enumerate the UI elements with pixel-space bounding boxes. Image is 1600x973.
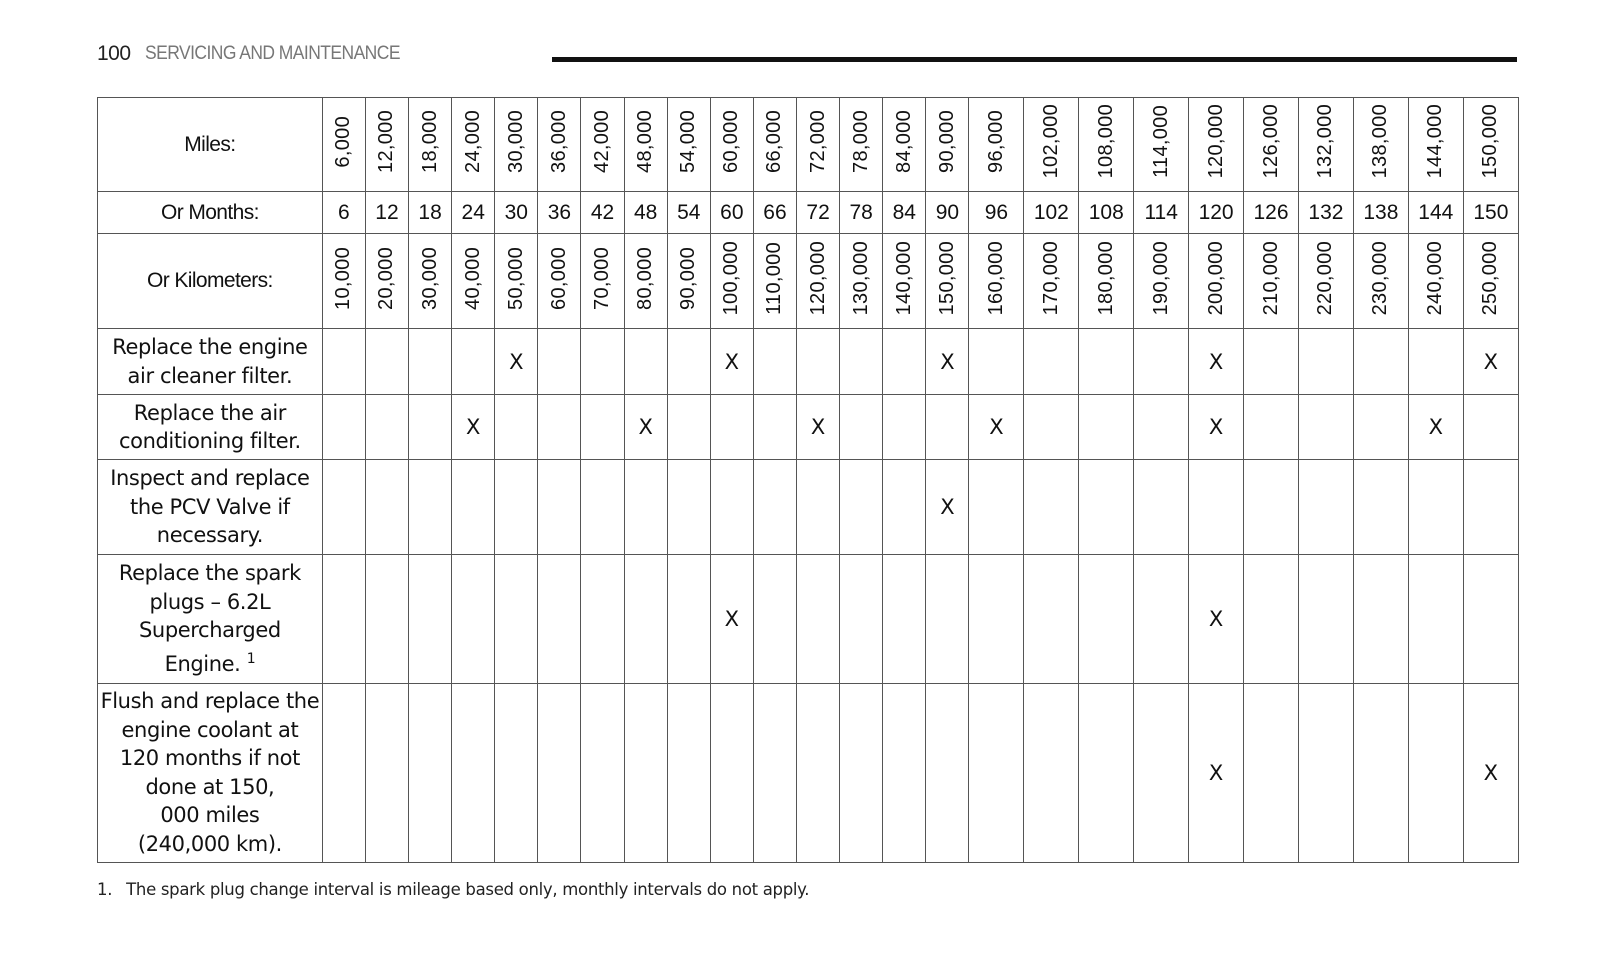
- months-cell: 144: [1408, 192, 1463, 234]
- miles-label: Miles:: [98, 98, 323, 192]
- months-cell: 6: [322, 192, 365, 234]
- miles-value: 24,000: [461, 110, 484, 174]
- kilometers-value: 210,000: [1259, 241, 1282, 316]
- miles-cell: [365, 98, 408, 192]
- task-line: Supercharged: [138, 618, 281, 643]
- service-mark-cell: [883, 554, 926, 683]
- service-mark-cell: [1463, 460, 1518, 554]
- service-mark-cell: [538, 329, 581, 395]
- miles-value: 60,000: [720, 110, 743, 174]
- miles-cell: [624, 98, 667, 192]
- service-mark-cell: [1134, 683, 1189, 862]
- service-mark-cell: X: [710, 554, 753, 683]
- service-mark-cell: [581, 460, 624, 554]
- maintenance-schedule-table: [97, 97, 1519, 863]
- miles-value: 90,000: [935, 110, 958, 174]
- service-mark-cell: [452, 460, 495, 554]
- kilometers-cell: [667, 234, 710, 329]
- months-cell: 42: [581, 192, 624, 234]
- kilometers-cell: [1298, 234, 1353, 329]
- months-cell: 150: [1463, 192, 1518, 234]
- task-row: [98, 554, 1519, 683]
- service-mark-cell: [581, 554, 624, 683]
- service-mark-cell: X: [495, 329, 538, 395]
- service-mark-cell: [1134, 329, 1189, 395]
- miles-cell: [667, 98, 710, 192]
- service-mark-cell: [797, 554, 840, 683]
- task-row: [98, 683, 1519, 862]
- service-mark-cell: [1298, 329, 1353, 395]
- task-row: [98, 460, 1519, 554]
- service-mark-cell: [1134, 460, 1189, 554]
- miles-value: 144,000: [1424, 104, 1447, 179]
- service-mark-cell: [753, 329, 796, 395]
- service-mark-cell: [840, 554, 883, 683]
- service-mark-cell: [495, 394, 538, 460]
- service-mark-cell: X: [969, 394, 1024, 460]
- miles-cell: [581, 98, 624, 192]
- service-mark-cell: [538, 460, 581, 554]
- kilometers-cell: [581, 234, 624, 329]
- service-mark-cell: [840, 460, 883, 554]
- service-mark-cell: [883, 683, 926, 862]
- service-mark-cell: [926, 683, 969, 862]
- kilometers-value: 170,000: [1039, 241, 1062, 316]
- kilometers-cell: [495, 234, 538, 329]
- service-mark-cell: [409, 329, 452, 395]
- miles-cell: [1298, 98, 1353, 192]
- service-mark-cell: X: [926, 329, 969, 395]
- service-mark-cell: [969, 329, 1024, 395]
- task-description: [98, 460, 323, 554]
- kilometers-value: 100,000: [720, 241, 743, 316]
- task-line: necessary.: [156, 523, 263, 548]
- kilometers-value: 140,000: [892, 241, 915, 316]
- months-cell: 102: [1024, 192, 1079, 234]
- service-mark-cell: [1134, 554, 1189, 683]
- service-mark-cell: [365, 683, 408, 862]
- kilometers-value: 240,000: [1424, 241, 1447, 316]
- months-cell: 138: [1353, 192, 1408, 234]
- months-cell: 78: [840, 192, 883, 234]
- service-mark-cell: [538, 683, 581, 862]
- service-mark-cell: [322, 554, 365, 683]
- miles-cell: [1463, 98, 1518, 192]
- miles-cell: [926, 98, 969, 192]
- task-description: [98, 554, 323, 683]
- kilometers-value: 180,000: [1094, 241, 1117, 316]
- miles-cell: [1353, 98, 1408, 192]
- service-mark-cell: [883, 460, 926, 554]
- miles-value: 30,000: [504, 110, 527, 174]
- service-mark-cell: [1079, 554, 1134, 683]
- kilometers-value: 60,000: [547, 246, 570, 310]
- service-mark-cell: [753, 554, 796, 683]
- service-mark-cell: [538, 394, 581, 460]
- months-cell: 126: [1244, 192, 1299, 234]
- months-cell: 48: [624, 192, 667, 234]
- miles-value: 102,000: [1039, 104, 1062, 179]
- miles-value: 150,000: [1479, 104, 1502, 179]
- kilometers-value: 70,000: [591, 246, 614, 310]
- miles-cell: [1134, 98, 1189, 192]
- miles-value: 66,000: [763, 110, 786, 174]
- months-cell: 24: [452, 192, 495, 234]
- months-cell: 18: [409, 192, 452, 234]
- miles-cell: [840, 98, 883, 192]
- task-line: done at 150,: [145, 774, 275, 799]
- service-mark-cell: [1244, 329, 1299, 395]
- task-line: air cleaner filter.: [127, 363, 293, 388]
- service-mark-cell: [452, 683, 495, 862]
- task-line: Inspect and replace: [110, 466, 310, 491]
- service-mark-cell: [1463, 394, 1518, 460]
- service-mark-cell: [581, 683, 624, 862]
- miles-cell: [452, 98, 495, 192]
- footnote-text: The spark plug change interval is mileage based only, monthly intervals do not apply.: [126, 880, 810, 899]
- months-cell: 90: [926, 192, 969, 234]
- kilometers-cell: [840, 234, 883, 329]
- kilometers-cell: [365, 234, 408, 329]
- kilometers-value: 200,000: [1204, 241, 1227, 316]
- months-cell: 60: [710, 192, 753, 234]
- service-mark-cell: [409, 554, 452, 683]
- service-mark-cell: [1024, 460, 1079, 554]
- service-mark-cell: [624, 554, 667, 683]
- service-mark-cell: [322, 329, 365, 395]
- section-title: SERVICING AND MAINTENANCE: [144, 43, 400, 64]
- service-mark-cell: [1244, 460, 1299, 554]
- service-mark-cell: [667, 460, 710, 554]
- task-line: the PCV Valve if: [130, 494, 290, 519]
- task-line: 120 months if not: [119, 746, 300, 771]
- service-mark-cell: X: [1463, 329, 1518, 395]
- service-mark-cell: [797, 460, 840, 554]
- service-mark-cell: [969, 554, 1024, 683]
- kilometers-value: 120,000: [806, 241, 829, 316]
- miles-cell: [969, 98, 1024, 192]
- miles-value: 42,000: [591, 110, 614, 174]
- kilometers-row: [98, 234, 1519, 329]
- service-mark-cell: [969, 460, 1024, 554]
- service-mark-cell: [365, 460, 408, 554]
- service-mark-cell: [624, 683, 667, 862]
- service-mark-cell: [1298, 554, 1353, 683]
- months-cell: 30: [495, 192, 538, 234]
- miles-cell: [1079, 98, 1134, 192]
- service-mark-cell: X: [926, 460, 969, 554]
- miles-cell: [1408, 98, 1463, 192]
- miles-cell: [1244, 98, 1299, 192]
- service-mark-cell: [365, 394, 408, 460]
- service-mark-cell: X: [1189, 683, 1244, 862]
- service-mark-cell: [797, 329, 840, 395]
- service-mark-cell: [667, 394, 710, 460]
- service-mark-cell: [753, 460, 796, 554]
- page-header: [97, 40, 1517, 68]
- service-mark-cell: [1134, 394, 1189, 460]
- miles-cell: [322, 98, 365, 192]
- months-cell: 132: [1298, 192, 1353, 234]
- service-mark-cell: [1244, 394, 1299, 460]
- kilometers-cell: [1189, 234, 1244, 329]
- service-mark-cell: [1079, 683, 1134, 862]
- miles-value: 78,000: [849, 110, 872, 174]
- miles-value: 126,000: [1259, 104, 1282, 179]
- months-cell: 12: [365, 192, 408, 234]
- miles-cell: [538, 98, 581, 192]
- service-mark-cell: [581, 394, 624, 460]
- service-mark-cell: [538, 554, 581, 683]
- service-mark-cell: [883, 329, 926, 395]
- service-mark-cell: [495, 554, 538, 683]
- kilometers-cell: [710, 234, 753, 329]
- service-mark-cell: [1298, 394, 1353, 460]
- kilometers-cell: [1463, 234, 1518, 329]
- kilometers-cell: [1244, 234, 1299, 329]
- miles-value: 132,000: [1314, 104, 1337, 179]
- service-mark-cell: X: [452, 394, 495, 460]
- service-mark-cell: [1079, 394, 1134, 460]
- miles-value: 120,000: [1204, 104, 1227, 179]
- service-mark-cell: [409, 394, 452, 460]
- miles-row: [98, 98, 1519, 192]
- service-mark-cell: [1079, 460, 1134, 554]
- service-mark-cell: [710, 683, 753, 862]
- task-line: engine coolant at: [121, 717, 299, 742]
- kilometers-cell: [409, 234, 452, 329]
- service-mark-cell: [495, 460, 538, 554]
- months-cell: 84: [883, 192, 926, 234]
- miles-value: 114,000: [1149, 105, 1172, 179]
- service-mark-cell: [969, 683, 1024, 862]
- service-mark-cell: X: [1189, 394, 1244, 460]
- task-line: 000 miles: [160, 803, 260, 828]
- months-cell: 96: [969, 192, 1024, 234]
- service-mark-cell: [840, 329, 883, 395]
- service-mark-cell: [883, 394, 926, 460]
- miles-cell: [1189, 98, 1244, 192]
- miles-value: 96,000: [984, 110, 1007, 174]
- kilometers-value: 150,000: [935, 241, 958, 316]
- service-mark-cell: [1024, 394, 1079, 460]
- service-mark-cell: [1408, 554, 1463, 683]
- service-mark-cell: [409, 460, 452, 554]
- service-mark-cell: [1463, 554, 1518, 683]
- months-cell: 36: [538, 192, 581, 234]
- service-mark-cell: X: [797, 394, 840, 460]
- service-mark-cell: [1298, 683, 1353, 862]
- months-cell: 54: [667, 192, 710, 234]
- kilometers-value: 40,000: [461, 246, 484, 310]
- task-row: [98, 394, 1519, 460]
- task-description: [98, 683, 323, 862]
- miles-value: 18,000: [418, 110, 441, 174]
- service-mark-cell: [1244, 554, 1299, 683]
- task-description: [98, 329, 323, 395]
- miles-value: 36,000: [547, 110, 570, 174]
- kilometers-cell: [969, 234, 1024, 329]
- kilometers-cell: [883, 234, 926, 329]
- service-mark-cell: [581, 329, 624, 395]
- task-line: (240,000 km).: [137, 831, 282, 856]
- miles-value: 72,000: [806, 110, 829, 174]
- miles-value: 54,000: [677, 110, 700, 174]
- kilometers-cell: [1079, 234, 1134, 329]
- months-cell: 120: [1189, 192, 1244, 234]
- kilometers-cell: [452, 234, 495, 329]
- service-mark-cell: [840, 394, 883, 460]
- task-line: Replace the air: [133, 400, 287, 425]
- service-mark-cell: [667, 683, 710, 862]
- miles-cell: [495, 98, 538, 192]
- kilometers-value: 130,000: [849, 241, 872, 316]
- kilometers-value: 220,000: [1314, 241, 1337, 316]
- months-cell: 108: [1079, 192, 1134, 234]
- service-mark-cell: [1024, 554, 1079, 683]
- service-mark-cell: [1353, 460, 1408, 554]
- service-mark-cell: X: [624, 394, 667, 460]
- kilometers-label: Or Kilometers:: [98, 234, 323, 329]
- miles-value: 6,000: [332, 115, 355, 168]
- miles-value: 138,000: [1369, 104, 1392, 179]
- task-line: plugs – 6.2L: [149, 589, 271, 614]
- service-mark-cell: [926, 394, 969, 460]
- kilometers-cell: [926, 234, 969, 329]
- header-rule: [552, 57, 1517, 62]
- page-number: 100: [97, 42, 131, 65]
- miles-cell: [797, 98, 840, 192]
- service-mark-cell: [365, 554, 408, 683]
- service-mark-cell: [322, 394, 365, 460]
- service-mark-cell: [1189, 460, 1244, 554]
- months-cell: 66: [753, 192, 796, 234]
- service-mark-cell: [1353, 329, 1408, 395]
- kilometers-cell: [1353, 234, 1408, 329]
- service-mark-cell: [624, 460, 667, 554]
- service-mark-cell: [495, 683, 538, 862]
- task-line: Replace the engine: [112, 335, 308, 360]
- service-mark-cell: [1298, 460, 1353, 554]
- miles-value: 48,000: [634, 110, 657, 174]
- service-mark-cell: [667, 554, 710, 683]
- kilometers-cell: [1408, 234, 1463, 329]
- service-mark-cell: [1353, 554, 1408, 683]
- service-mark-cell: [753, 683, 796, 862]
- months-cell: 72: [797, 192, 840, 234]
- kilometers-cell: [797, 234, 840, 329]
- service-mark-cell: [322, 460, 365, 554]
- miles-cell: [753, 98, 796, 192]
- service-mark-cell: [1408, 683, 1463, 862]
- task-description: [98, 394, 323, 460]
- miles-value: 108,000: [1094, 104, 1117, 179]
- service-mark-cell: [1408, 329, 1463, 395]
- service-mark-cell: X: [1189, 329, 1244, 395]
- footnote-number: 1.: [97, 880, 113, 899]
- kilometers-cell: [1134, 234, 1189, 329]
- service-mark-cell: [1079, 329, 1134, 395]
- kilometers-value: 230,000: [1369, 241, 1392, 316]
- miles-cell: [1024, 98, 1079, 192]
- months-label: Or Months:: [98, 192, 323, 234]
- footnote-reference: 1: [246, 650, 256, 667]
- service-mark-cell: [1353, 394, 1408, 460]
- kilometers-cell: [1024, 234, 1079, 329]
- months-row: [98, 192, 1519, 234]
- service-mark-cell: [797, 683, 840, 862]
- service-mark-cell: [365, 329, 408, 395]
- service-mark-cell: [753, 394, 796, 460]
- kilometers-value: 50,000: [504, 246, 527, 310]
- kilometers-value: 30,000: [418, 246, 441, 310]
- miles-cell: [409, 98, 452, 192]
- kilometers-value: 20,000: [375, 246, 398, 310]
- miles-cell: [883, 98, 926, 192]
- service-mark-cell: [1244, 683, 1299, 862]
- kilometers-value: 190,000: [1149, 241, 1172, 316]
- kilometers-cell: [322, 234, 365, 329]
- service-mark-cell: [1408, 460, 1463, 554]
- kilometers-value: 160,000: [984, 241, 1007, 316]
- miles-value: 12,000: [375, 110, 398, 174]
- kilometers-value: 250,000: [1479, 241, 1502, 316]
- kilometers-value: 10,000: [332, 246, 355, 310]
- service-mark-cell: X: [710, 329, 753, 395]
- service-mark-cell: [624, 329, 667, 395]
- service-mark-cell: [452, 554, 495, 683]
- kilometers-value: 90,000: [677, 246, 700, 310]
- service-mark-cell: [322, 683, 365, 862]
- service-mark-cell: [1024, 683, 1079, 862]
- kilometers-value: 110,000: [763, 241, 786, 315]
- service-mark-cell: X: [1408, 394, 1463, 460]
- kilometers-value: 80,000: [634, 246, 657, 310]
- service-mark-cell: [710, 460, 753, 554]
- task-line: Replace the spark: [118, 561, 301, 586]
- service-mark-cell: X: [1189, 554, 1244, 683]
- service-mark-cell: X: [1463, 683, 1518, 862]
- task-line: conditioning filter.: [118, 429, 301, 454]
- service-mark-cell: [840, 683, 883, 862]
- task-line: Flush and replace the: [100, 689, 320, 714]
- miles-cell: [710, 98, 753, 192]
- service-mark-cell: [452, 329, 495, 395]
- task-row: [98, 329, 1519, 395]
- miles-value: 84,000: [892, 110, 915, 174]
- footnote: [97, 880, 809, 899]
- months-cell: 114: [1134, 192, 1189, 234]
- kilometers-cell: [538, 234, 581, 329]
- service-mark-cell: [710, 394, 753, 460]
- service-mark-cell: [1024, 329, 1079, 395]
- service-mark-cell: [667, 329, 710, 395]
- service-mark-cell: [1353, 683, 1408, 862]
- service-mark-cell: [409, 683, 452, 862]
- kilometers-cell: [624, 234, 667, 329]
- task-line: Engine.: [164, 651, 241, 676]
- service-mark-cell: [926, 554, 969, 683]
- kilometers-cell: [753, 234, 796, 329]
